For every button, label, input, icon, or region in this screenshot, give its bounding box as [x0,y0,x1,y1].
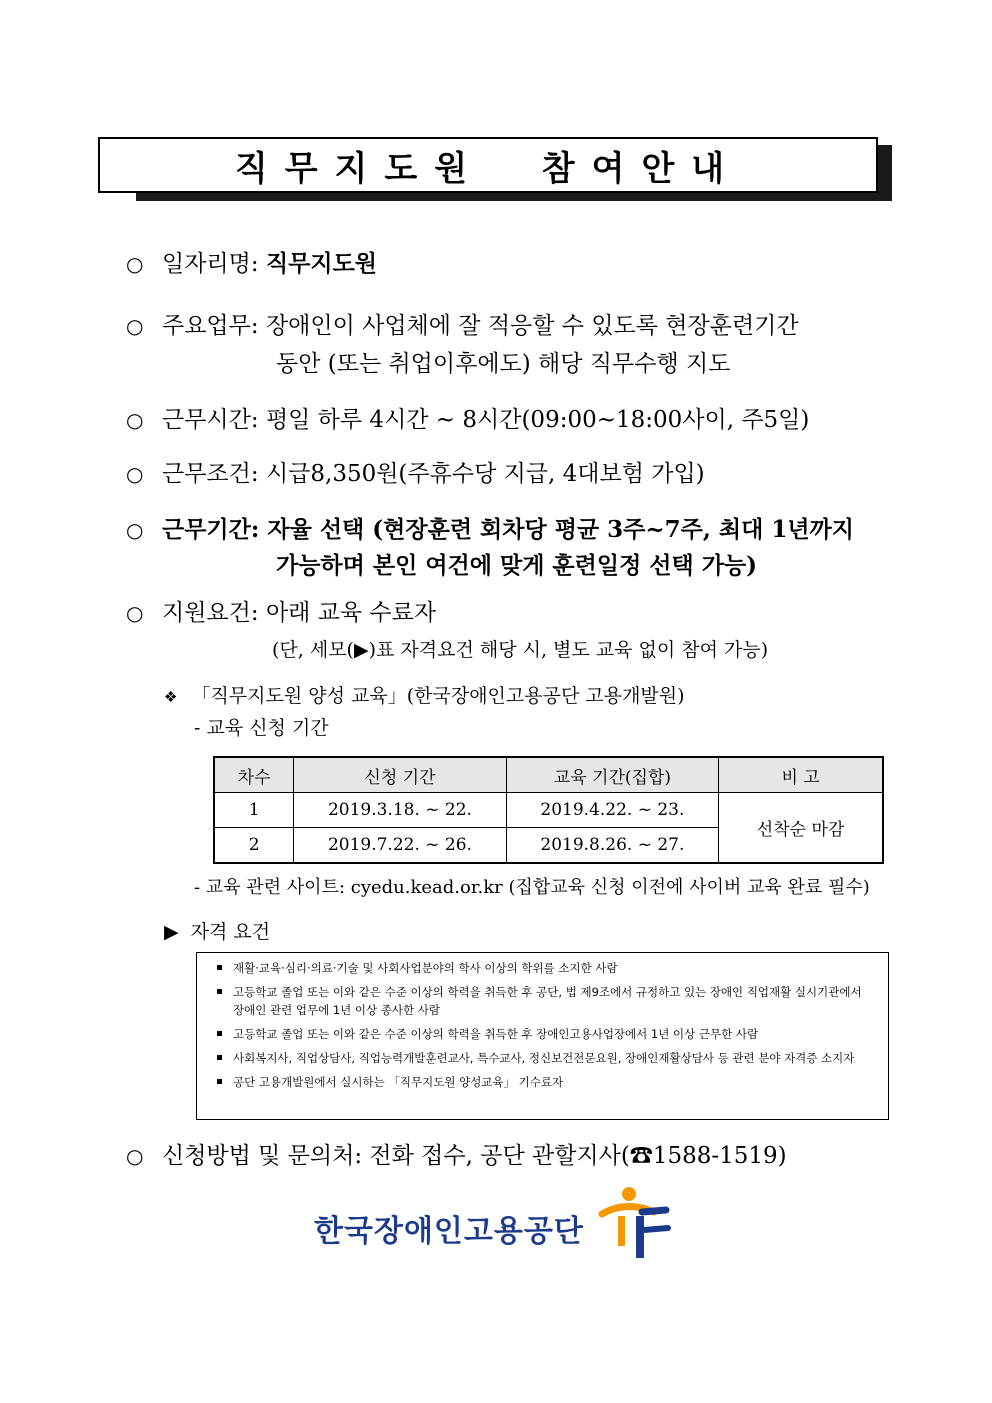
item-contact [126,1139,787,1173]
circle-bullet-icon: ○ [126,462,144,486]
training-title: 「직무지도원 양성 교육」(한국장애인고용공단 고용개발원) [191,685,685,707]
organization-logo-text: 한국장애인고용공단 [314,1214,584,1249]
title-box [98,137,878,193]
schedule-table [213,756,884,864]
training-period-label: - 교육 신청 기간 [194,717,329,739]
period-line1: 자율 선택 (현장훈련 회차당 평균 3주~7주, 최대 1년까지 [267,516,854,543]
training-heading [164,682,685,711]
item-requirements [126,596,436,630]
item-hours [126,403,809,437]
circle-bullet-icon: ○ [126,408,144,432]
table-cell: 2019.3.18. ~ 22. [294,793,506,828]
contact-text: 신청방법 및 문의처: 전화 접수, 공단 관할지사(☎1588-1519) [162,1143,787,1169]
duties-line1: 장애인이 사업체에 잘 적응할 수 있도록 현장훈련기간 [265,313,799,339]
item-duties [126,309,799,343]
job-name-value: 직무지도원 [265,251,378,277]
job-name-label: 일자리명: [162,251,259,277]
circle-bullet-icon: ○ [126,252,144,276]
requirements-note: (단, 세모(▶)표 자격요건 해당 시, 별도 교육 없이 참여 가능) [272,639,769,661]
duties-line2: 동안 (또는 취업이후에도) 해당 직무수행 지도 [276,351,731,377]
duties-label: 주요업무: [162,313,259,339]
table-note-cell: 선착순 마감 [719,793,883,864]
triangle-bullet-icon: ▶ [164,921,179,943]
list-item: 사회복지사, 직업상담사, 직업능력개발훈련교사, 특수교사, 정신보건전문요원, 장애인재활상담사 등 관련 분야 자격증 소지자 [217,1049,876,1067]
table-row [214,793,883,828]
qualifications-heading [164,918,270,946]
requirements-label: 지원요건: [162,600,259,626]
hours-label: 근무시간: [162,407,259,433]
table-header: 차수 [214,757,294,793]
page-title: 직무지도원 참여안내 [234,148,742,189]
table-cell: 1 [214,793,294,828]
circle-bullet-icon: ○ [126,518,144,542]
table-cell: 2019.8.26. ~ 27. [506,828,718,864]
circle-bullet-icon: ○ [126,314,144,338]
organization-logo-icon [596,1186,676,1262]
list-item: 고등학교 졸업 또는 이와 같은 수준 이상의 학력을 취득한 후 공단, 법 제9조에서 규정하고 있는 장애인 직업재활 실시기관에서 장애인 관련 업무에 1년 이상 종사한 사람 [217,983,876,1019]
list-item: 고등학교 졸업 또는 이와 같은 수준 이상의 학력을 취득한 후 장애인고용사업장에서 1년 이상 근무한 사람 [217,1025,876,1043]
circle-bullet-icon: ○ [126,1144,144,1168]
qualifications-box [196,952,889,1120]
diamond-bullet-icon: ❖ [164,688,178,706]
qualifications-title: 자격 요건 [190,921,271,943]
conditions-label: 근무조건: [162,461,259,487]
item-job-name [126,247,377,281]
table-cell: 2019.7.22. ~ 26. [294,828,506,864]
table-header: 교육 기간(집합) [506,757,718,793]
item-conditions [126,457,705,491]
list-item: 재활·교육·심리·의료·기술 및 사회사업분야의 학사 이상의 학위를 소지한 사람 [217,959,876,977]
requirements-value: 아래 교육 수료자 [265,600,437,626]
table-cell: 2 [214,828,294,864]
hours-value: 평일 하루 4시간 ~ 8시간(09:00~18:00사이, 주5일) [265,407,810,433]
item-period [126,513,854,547]
table-header: 신청 기간 [294,757,506,793]
period-line2: 가능하며 본인 여건에 맞게 훈련일정 선택 가능) [276,552,758,579]
conditions-value: 시급8,350원(주휴수당 지급, 4대보험 가입) [265,461,705,487]
table-header-row [214,757,883,793]
table-cell: 2019.4.22. ~ 23. [506,793,718,828]
table-header: 비 고 [719,757,883,793]
list-item: 공단 고용개발원에서 실시하는 「직무지도원 양성교육」 기수료자 [217,1073,876,1091]
training-site: - 교육 관련 사이트: cyedu.kead.or.kr (집합교육 신청 이전에 사이버 교육 완료 필수) [194,877,870,898]
circle-bullet-icon: ○ [126,601,144,625]
period-label: 근무기간: [162,516,260,543]
